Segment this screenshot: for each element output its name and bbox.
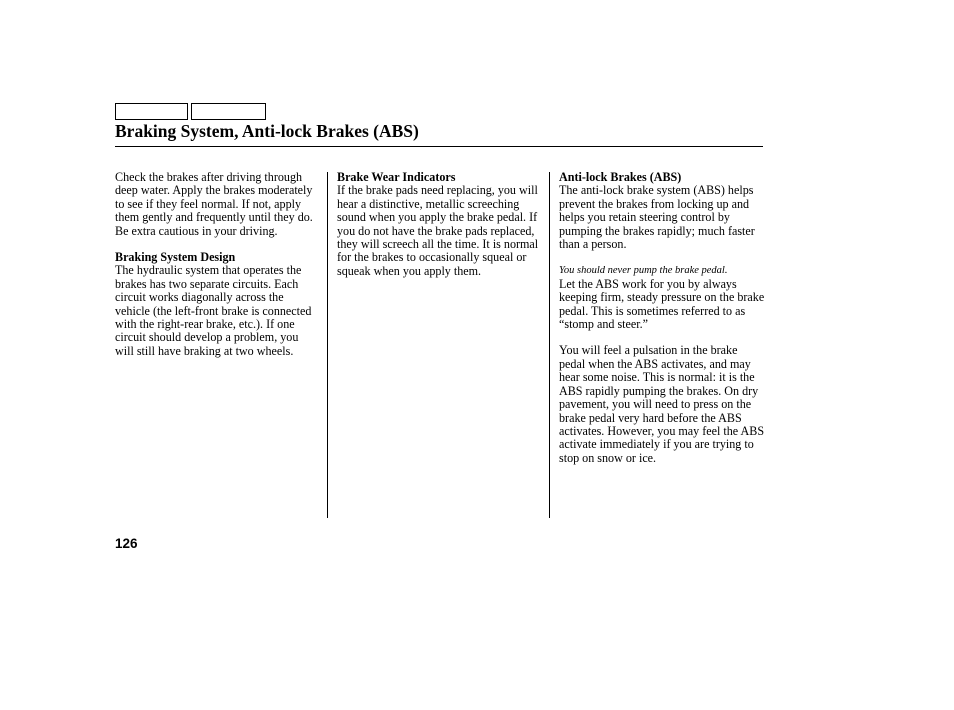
page-number: 126 [115,536,138,551]
braking-system-design-heading: Braking System Design [115,250,236,265]
abs-body-3: You will feel a pulsation in the brake pedal when the ABS activates, and may hear some noise. This is normal: it is the ABS rapidly pumping the brakes. On dry pavement, you will need to press on the brake pedal very hard before the ABS activates. However, you may feel the ABS activate immediately if you are trying to stop on snow or ice. [559,343,765,465]
column-3 [559,171,765,465]
braking-system-design-section [115,251,320,358]
braking-system-design-body: The hydraulic system that operates the brakes has two separate circuits. Each circuit works diagonally across the vehicle (the left-front brake is connected with the right-rear brake, etc.). If one circuit should develop a problem, you will still have braking at two wheels. [115,263,312,358]
brake-wear-body: If the brake pads need replacing, you will hear a distinctive, metallic screeching sound when you apply the brake pedal. If you do not have the brake pads replaced, they will screech all the time. It is normal for the brakes to occasionally squeal or squeak when you apply them. [337,183,539,278]
brake-wear-section [337,171,542,278]
abs-body-1: The anti-lock brake system (ABS) helps prevent the brakes from locking up and helps you retain steering control by pumping the brakes rapidly; much faster than a person. [559,183,755,252]
brake-wear-heading: Brake Wear Indicators [337,170,456,184]
abs-italic-note: You should never pump the brake pedal. [559,265,728,277]
abs-note-section [559,264,765,331]
column-1 [115,171,320,358]
column-2 [337,171,542,278]
column-divider-2 [549,172,550,518]
page-title: Braking System, Anti-lock Brakes (ABS) [115,121,419,141]
abs-section [559,171,765,251]
column-divider-1 [327,172,328,518]
intro-paragraph: Check the brakes after driving through deep water. Apply the brakes moderately to see if they feel normal. If not, apply them gently and frequently until they do. Be extra cautious in your driving. [115,170,313,238]
title-underline [115,146,763,147]
header-tab-box-1 [115,103,188,120]
abs-body-2: Let the ABS work for you by always keeping firm, steady pressure on the brake pedal. This is sometimes referred to as “stomp and steer.” [559,276,765,332]
header-tab-box-2 [191,103,266,120]
abs-heading: Anti-lock Brakes (ABS) [559,170,682,184]
